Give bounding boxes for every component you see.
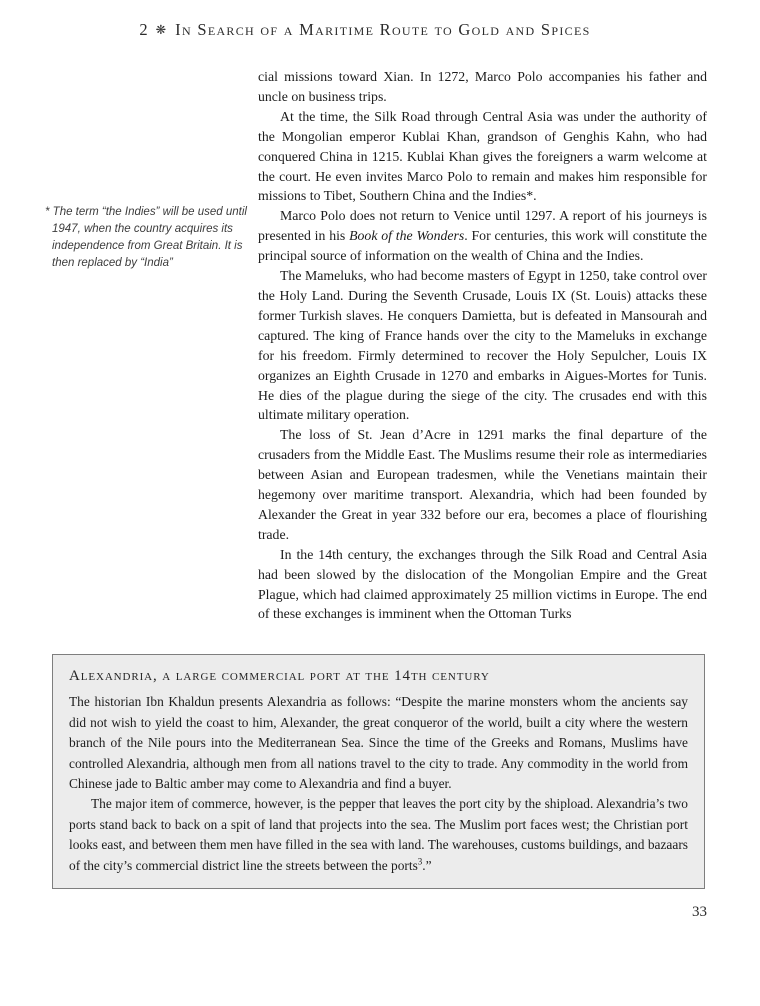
paragraph-text: . For centuries, this work will constitute the principal source of information on the wealth of China and the Indies. — [258, 228, 707, 264]
main-text-column — [258, 67, 707, 624]
paragraph: At the time, the Silk Road through Central Asia was under the authority of the Mongolian emperor Kublai Khan, grandson of Genghis Kahn, who had conquered China in 1215. Kublai Khan gives the foreigners a warm welcome at the court. He even invites Marco Polo to remain and makes him responsible for missions to Tibet, Southern China and the Indies*. — [258, 108, 707, 204]
content-area — [0, 67, 760, 624]
chapter-title: In Search of a Maritime Route to Gold and Spices — [175, 20, 591, 39]
book-title-italic: Book of the Wonders — [349, 228, 465, 244]
paragraph — [258, 206, 707, 266]
chapter-number: 2 — [139, 20, 149, 39]
sidebar-box — [52, 654, 705, 889]
sidebar-box-title: Alexandria, a large commercial port at the 14th century — [69, 668, 490, 685]
margin-note: * The term “the Indies” will be used until 1947, when the country acquires its independence from Great Britain. It is then replaced by “India” — [45, 206, 247, 269]
footnote-reference: 3 — [417, 856, 423, 867]
sidebar-box-paragraph: The historian Ibn Khaldun presents Alexandria as follows: “Despite the marine monsters whom the ancients say did not wish to yield the coast to him, Alexander, the great conqueror of the world, built a city where the western branch of the Nile pours into the Mediterranean Sea. Since the time of the Greeks and Romans, Muslims have controlled Alexandria, although men from all nations travel to the city to trade. Any commodity in the world from Chinese jade to Baltic amber may come to Alexandria and find a buyer. — [69, 694, 688, 791]
fleuron-ornament-icon: ❋ — [155, 22, 167, 37]
running-head — [0, 20, 730, 40]
paragraph: In the 14th century, the exchanges through the Silk Road and Central Asia had been slowed by the dislocation of the Mongolian Empire and the Great Plague, which had claimed approximately 25 million victims in Europe. The end of these exchanges is imminent when the Ottoman Turks — [258, 546, 707, 622]
paragraph-text: .” — [422, 857, 432, 873]
book-page — [0, 20, 760, 1006]
paragraph: cial missions toward Xian. In 1272, Marco Polo accompanies his father and uncle on business trips. — [258, 69, 707, 104]
paragraph-text: The major item of commerce, however, is the pepper that leaves the port city by the shipload. Alexandria’s two ports stand back to back on a spit of land that projects into the sea. The Muslim port faces west; the Christian port looks east, and between them men have filled in the sea with land. The warehouses, customs buildings, and bazaars of the city’s commercial district line the streets between the ports — [69, 796, 688, 873]
paragraph: The Mameluks, who had become masters of Egypt in 1250, take control over the Holy Land. During the Seventh Crusade, Louis IX (St. Louis) attacks these former Turkish slaves. He conquers Damietta, but is defeated in Mansourah and captured. The king of France hands over the city to the Mameluks in exchange for his freedom. Firmly determined to recover the Holy Sepulcher, Louis IX organizes an Eighth Crusade in 1270 and embarks in Aigues-Mortes for Tunis. He dies of the plague during the siege of the city. The crusades end with this ultimate military operation. — [258, 268, 707, 423]
page-number: 33 — [692, 904, 707, 921]
paragraph: The loss of St. Jean d’Acre in 1291 marks the final departure of the crusaders from the Middle East. The Muslims resume their role as intermediaries between Asian and European tradesmen, while the Venetians maintain their hegemony over maritime transport. Alexandria, which had been founded by Alexander the Great in year 332 before our era, becomes a place of flourishing trade. — [258, 427, 707, 542]
paragraph-text: Marco Polo does not return to Venice until 1297. A report of his journeys is presented in his — [258, 208, 707, 244]
sidebar-box-paragraph — [69, 794, 688, 876]
